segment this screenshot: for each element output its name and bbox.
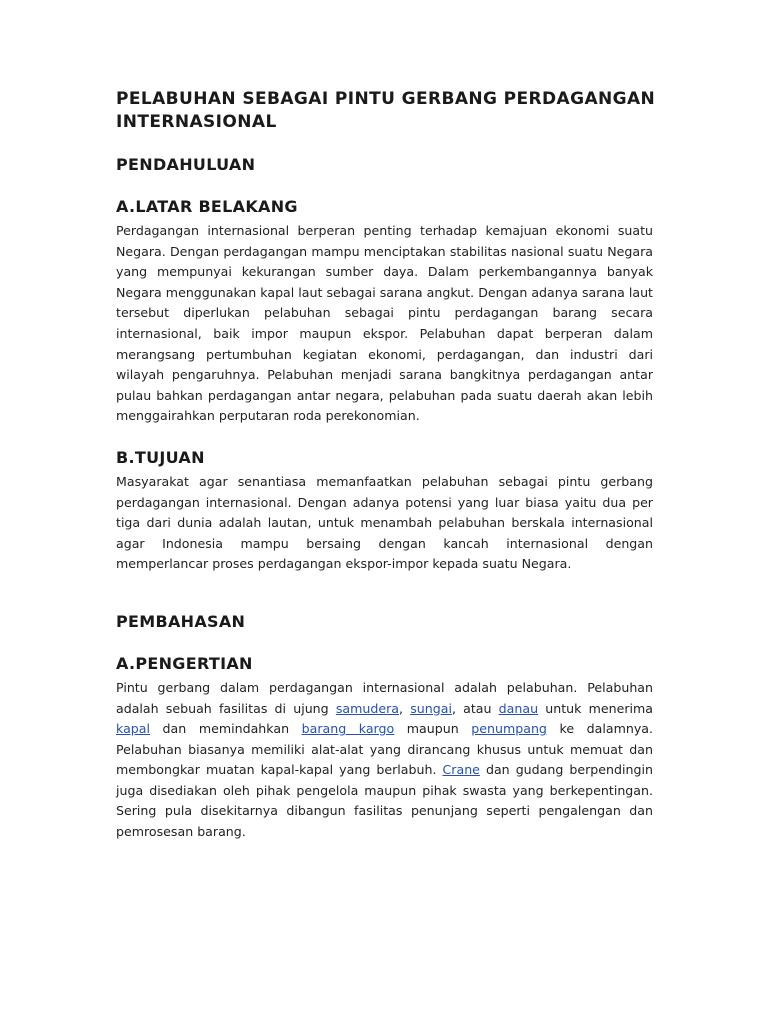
- text-segment: ke dalamnya. Pelabuhan biasanya memiliki alat-alat yang dirancang khusus untuk memuat dan membongkar muatan kapal-kapal yang berlabuh.: [116, 721, 654, 778]
- text-segment: maupun: [394, 721, 472, 737]
- link-barang-kargo[interactable]: barang kargo: [301, 721, 395, 737]
- paragraph-tujuan: Masyarakat agar senantiasa memanfaatkan pelabuhan sebagai pintu gerbang perdagangan internasional. Dengan adanya potensi yang luar biasa yaitu dua per tiga dari dunia adalah lautan, untuk menambah pelabuhan berskala internasional agar Indonesia mampu bersaing dengan kancah internasional dengan memperlancar proses perdagangan ekspor-impor kepada suatu Negara.: [116, 473, 653, 572]
- link-penumpang[interactable]: penumpang: [471, 721, 547, 737]
- section-heading-pendahuluan: PENDAHULUAN: [116, 155, 256, 174]
- link-kapal[interactable]: kapal: [116, 721, 150, 737]
- link-crane[interactable]: Crane: [442, 762, 480, 778]
- link-sungai[interactable]: sungai: [410, 700, 452, 716]
- subsection-heading-tujuan: B.TUJUAN: [116, 447, 205, 467]
- section-heading-pembahasan: PEMBAHASAN: [116, 611, 246, 631]
- text-segment: untuk menerima: [538, 700, 654, 716]
- paragraph-pengertian: [116, 678, 653, 843]
- link-samudera[interactable]: samudera: [335, 700, 400, 716]
- text-segment: , atau: [451, 700, 499, 716]
- paragraph-latar-belakang: Perdagangan internasional berperan penting terhadap kemajuan ekonomi suatu Negara. Dengan perdagangan mampu menciptakan stabilitas nasional suatu Negara yang mempunyai kekurangan sumber daya. Dalam perkembangannya banyak Negara menggunakan kapal laut sebagai sarana angkut. Dengan adanya sarana laut tersebut diperlukan pelabuhan sebagai pintu perdagangan barang secara internasional, baik impor maupun ekspor. Pelabuhan dapat berperan dalam merangsang pertumbuhan kegiatan ekonomi, perdagangan, dan industri dari wilayah pengaruhnya. Pelabuhan menjadi sarana bangkitnya perdagangan antar pulau bahkan perdagangan antar negara, pelabuhan pada suatu daerah akan lebih menggairahkan perputaran roda perekonomian.: [116, 223, 653, 424]
- text-segment: ,: [399, 700, 411, 716]
- text-segment: Pintu gerbang dalam perdagangan internasional adalah pelabuhan. Pelabuhan adalah sebuah fasilitas di ujung: [116, 679, 653, 716]
- text-segment: dan gudang berpendingin juga disediakan oleh pihak pengelola maupun pihak swasta yang berkepentingan. Sering pula disekitarnya dibangun fasilitas penunjang seperti pengalengan dan pemrosesan barang.: [116, 762, 653, 840]
- link-danau[interactable]: danau: [498, 700, 539, 716]
- subsection-heading-latar-belakang: A.LATAR BELAKANG: [116, 197, 298, 216]
- section-spacer: [116, 575, 653, 591]
- document-title: PELABUHAN SEBAGAI PINTU GERBANG PERDAGANGAN INTERNASIONAL: [116, 89, 656, 132]
- subsection-heading-pengertian: A.PENGERTIAN: [116, 653, 253, 673]
- text-segment: dan memindahkan: [150, 721, 302, 737]
